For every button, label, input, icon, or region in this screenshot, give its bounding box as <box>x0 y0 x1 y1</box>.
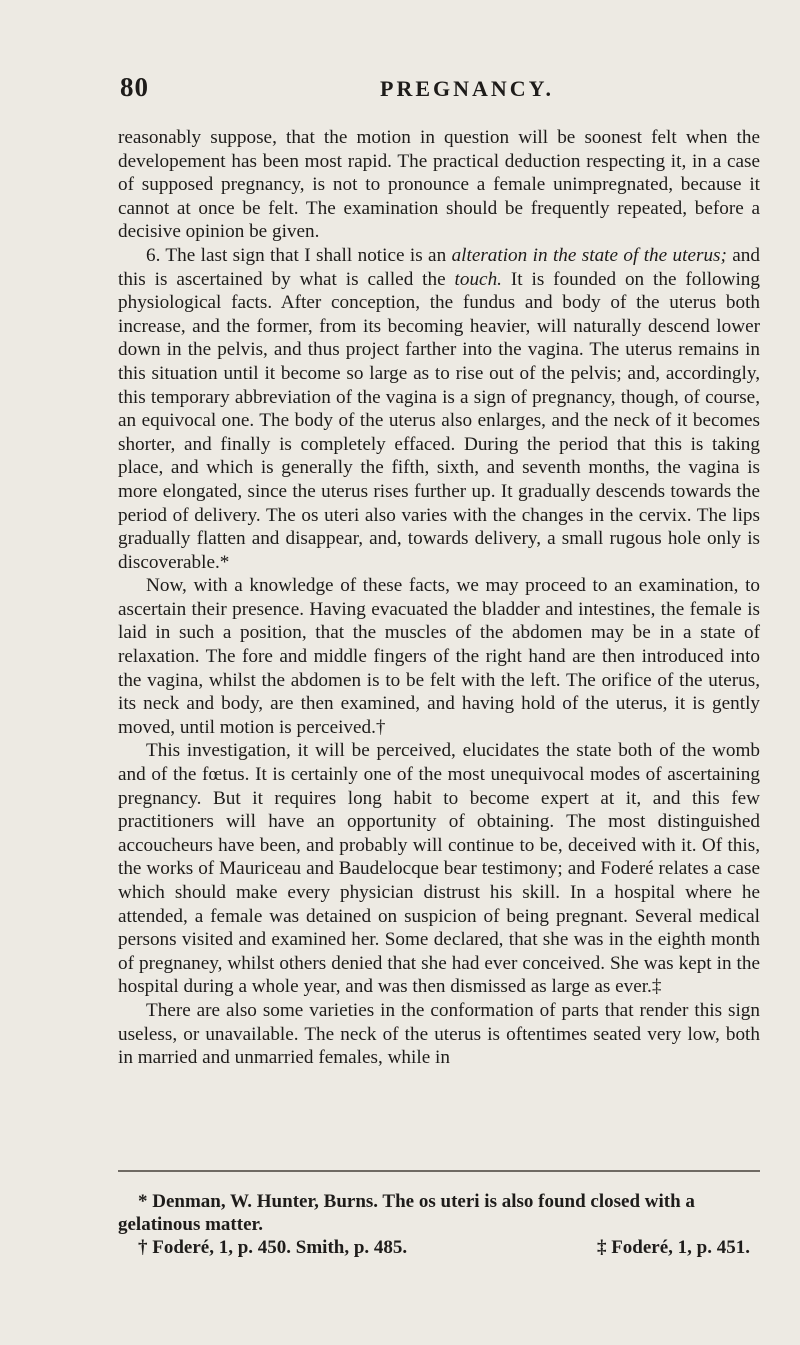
footnote-2: † Foderé, 1, p. 450. Smith, p. 485. <box>138 1237 408 1258</box>
footnote-1: * Denman, W. Hunter, Burns. The os uteri is also found closed with a gelatinous matter. <box>118 1191 695 1235</box>
footnote-3: ‡ Foderé, 1, p. 451. <box>596 1237 750 1258</box>
paragraph-examination: Now, with a knowledge of these facts, we may proceed to an examination, to ascertain their presence. Having evacuated the bladder and intestines, the female is laid in such a position, that the muscles of the abdomen may be in a state of relaxation. The fore and middle fingers of the right hand are then introduced into the vagina, whilst the abdomen is to be felt with the left. The orifice of the uterus, its neck and body, are then examined, and having hold of the uterus, it is gently moved, until motion is perceived.† <box>118 575 760 738</box>
paragraph-continued: reasonably suppose, that the motion in question will be soonest felt when the developement has been most rapid. The practical deduction respecting it, in a case of supposed pregnancy, is not to pronounce a female unimpregnated, because it cannot at once be felt. The examination should be frequently repeated, before a decisive opinion be given. <box>118 127 760 243</box>
body-text <box>118 126 760 1070</box>
footnotes <box>118 1190 760 1259</box>
paragraph-varieties: There are also some varieties in the conformation of parts that render this sign useless, or unavailable. The neck of the uterus is oftentimes seated very low, both in married and unmarried females, while in <box>118 999 760 1069</box>
page-number: 80 <box>120 72 149 102</box>
footnote-rule <box>118 1170 760 1172</box>
paragraph-sign-six-start: 6. The last sign that I shall notice is an <box>146 244 452 266</box>
running-title: PREGNANCY. <box>380 76 555 101</box>
paragraph-investigation: This investigation, it will be perceived, elucidates the state both of the womb and of the fœtus. It is certainly one of the most unequivocal modes of ascertaining pregnancy. But it requires long habit to become expert at it, and this few practitioners will have an opportunity of obtaining. The most distinguished accoucheurs have been, and probably will continue to be, deceived with it. Of this, the works of Mauriceau and Baudelocque bear testimony; and Foderé relates a case which should make every physician distrust his skill. In a hospital where he attended, a female was detained on suspicion of being pregnant. Several medical persons visited and examined her. Some declared, that she was in the eighth month of pregnaney, whilst others denied that she had ever conceived. She was kept in the hospital during a whole year, and was then dismissed as large as ever.‡ <box>118 740 760 998</box>
footnote-row <box>118 1236 760 1259</box>
paragraph-sign-six-mid: and this is ascertained by what is called the <box>118 244 760 290</box>
paragraph-sign-six-italic: alteration in the state of the uterus; <box>451 244 727 266</box>
paragraph-sign-six-italic-touch: touch. <box>454 268 502 290</box>
running-head <box>120 72 760 108</box>
paragraph-sign-six-rest: It is founded on the following physiological facts. After conception, the fundus and body of the uterus both increase, and the former, from its becoming heavier, will naturally descend lower down in the pelvis, and thus project farther into the vagina. The uterus remains in this situation until it become so large as to rise out of the pelvis; and, accordingly, this temporary abbreviation of the vagina is a sign of pregnancy, though, of course, an equivocal one. The body of the uterus also enlarges, and the neck of it becomes shorter, and finally is completely effaced. During the period that this is taking place, and which is generally the fifth, sixth, and seventh months, the vagina is more elongated, since the uterus rises further up. It gradually descends towards the period of delivery. The os uteri also varies with the changes in the cervix. The lips gradually flatten and disappear, and, towards delivery, a small rugous hole only is discoverable.* <box>118 268 760 573</box>
paragraph-sign-six <box>118 244 760 574</box>
